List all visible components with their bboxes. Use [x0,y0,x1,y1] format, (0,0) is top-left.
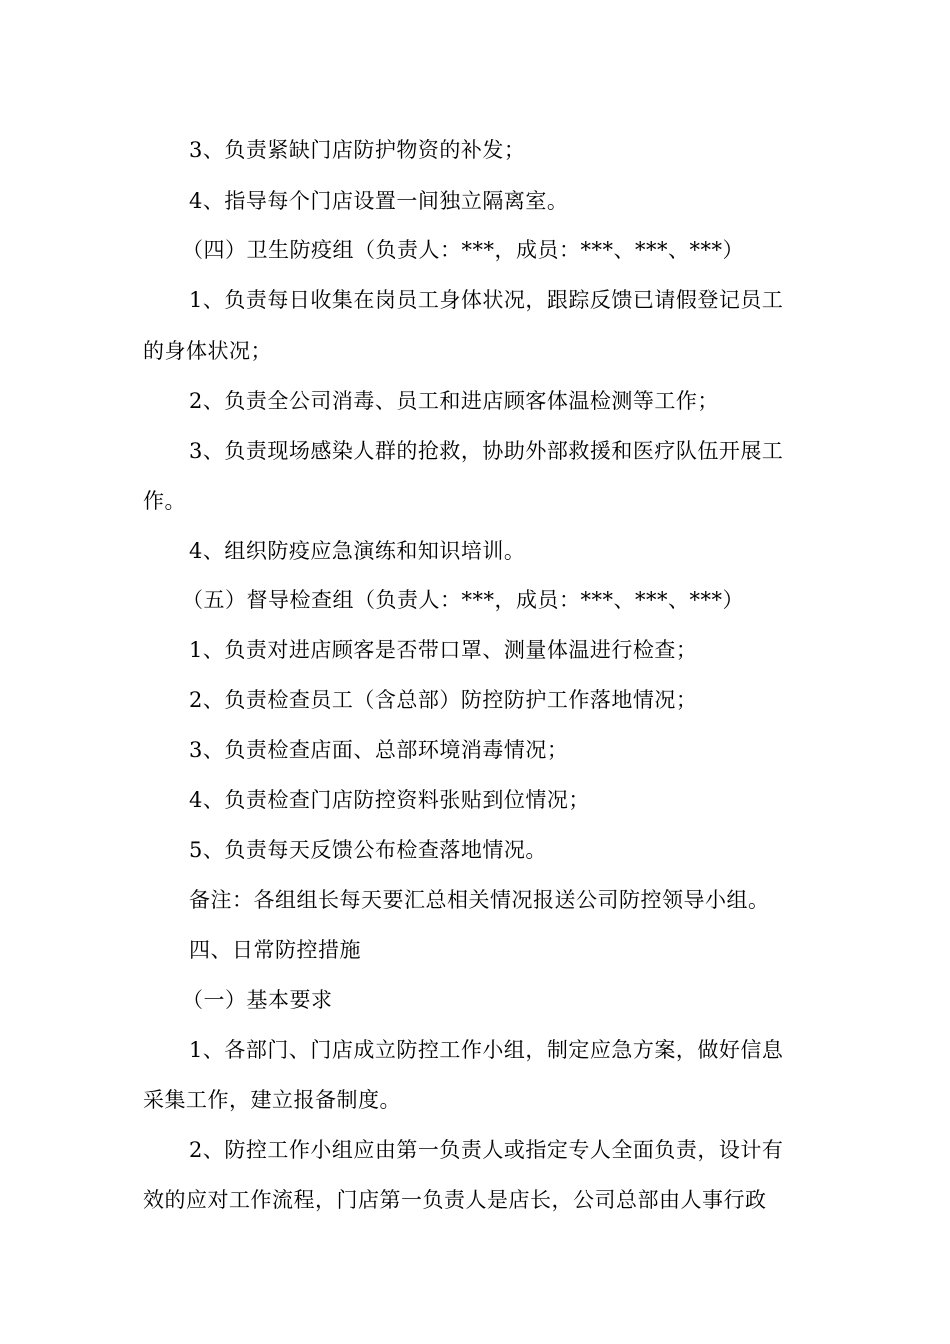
paragraph-line: 2、负责全公司消毒、员工和进店顾客体温检测等工作； [189,389,719,413]
paragraph-line: 4、组织防疫应急演练和知识培训。 [189,539,526,563]
note-line: 备注：各组组长每天要汇总相关情况报送公司防控领导小组。 [189,888,770,912]
paragraph-line: 3、负责现场感染人群的抢救，协助外部救援和医疗队伍开展工 [189,439,784,463]
section-heading: （四）卫生防疫组（负责人：***，成员：***、***、***） [182,238,744,262]
paragraph-line: 3、负责紧缺门店防护物资的补发； [189,138,526,162]
paragraph-line: 采集工作，建立报备制度。 [143,1088,401,1112]
paragraph-line: 1、负责每日收集在岗员工身体状况，跟踪反馈已请假登记员工 [189,288,784,312]
paragraph-line: 1、各部门、门店成立防控工作小组，制定应急方案，做好信息 [189,1038,784,1062]
paragraph-line: 效的应对工作流程，门店第一负责人是店长，公司总部由人事行政 [143,1188,767,1212]
paragraph-line: 3、负责检查店面、总部环境消毒情况； [189,738,569,762]
paragraph-line: 4、指导每个门店设置一间独立隔离室。 [189,189,569,213]
paragraph-line: 的身体状况； [143,339,272,363]
paragraph-line: 1、负责对进店顾客是否带口罩、测量体温进行检查； [189,638,698,662]
section-heading: （五）督导检查组（负责人：***，成员：***、***、***） [182,588,744,612]
paragraph-line: 作。 [143,489,186,513]
section-heading: 四、日常防控措施 [189,938,361,962]
paragraph-line: 5、负责每天反馈公布检查落地情况。 [189,838,547,862]
paragraph-line: 4、负责检查门店防控资料张贴到位情况； [189,788,590,812]
paragraph-line: 2、负责检查员工（含总部）防控防护工作落地情况； [189,688,698,712]
subsection-heading: （一）基本要求 [182,988,333,1012]
paragraph-line: 2、防控工作小组应由第一负责人或指定专人全面负责，设计有 [189,1138,784,1162]
